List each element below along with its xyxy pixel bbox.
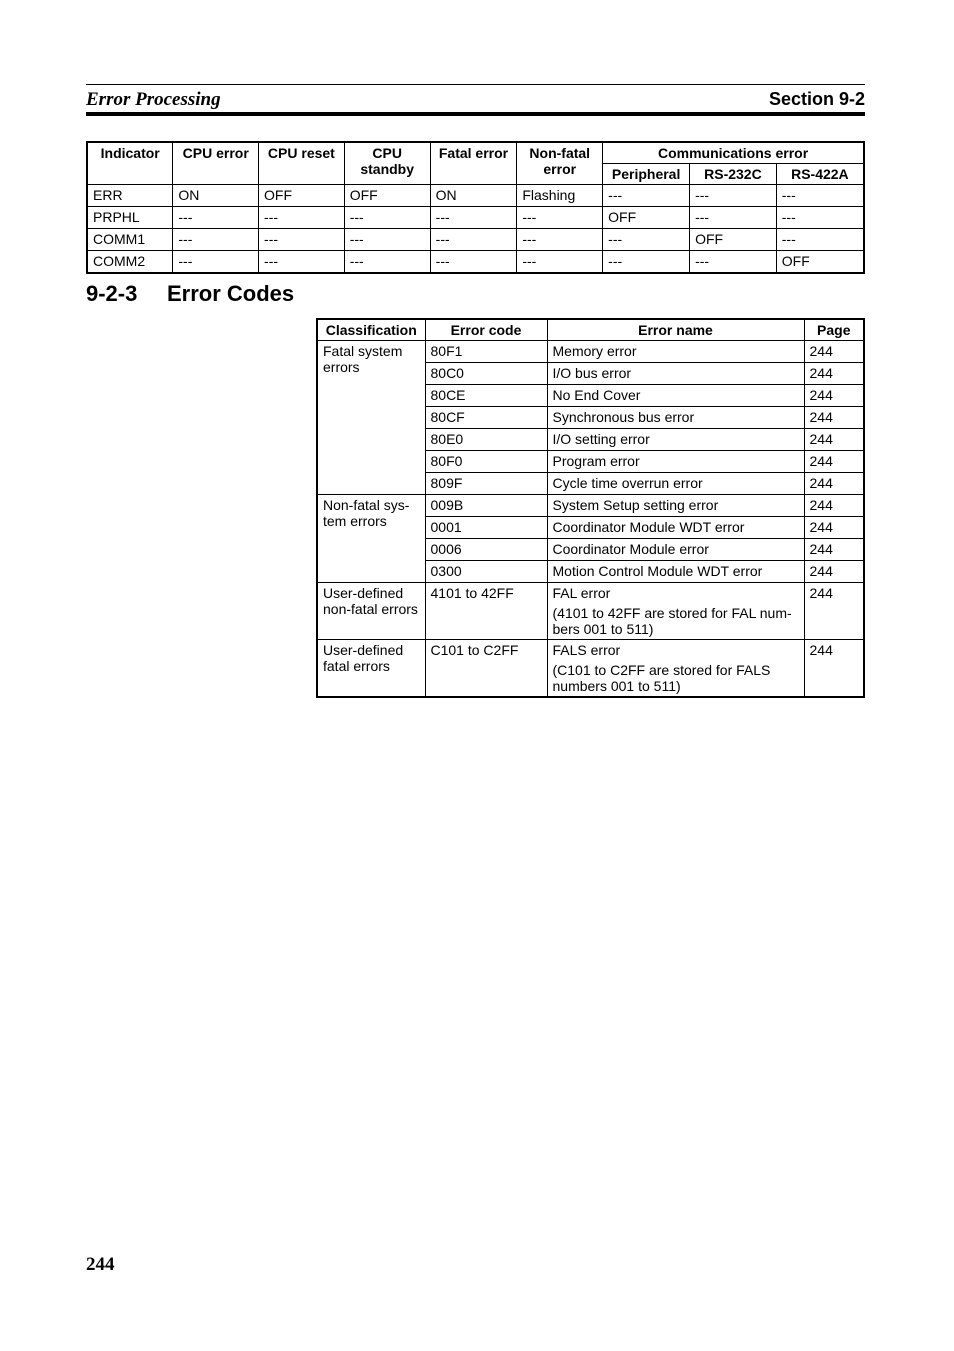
error-name: No End Cover [552,387,641,403]
section-heading [86,281,294,307]
th-communications-error: Communications error [603,142,864,164]
error-name-cell [547,583,804,640]
error-name-cell [547,561,804,583]
table-row [317,583,864,640]
error-code-cell: 80C0 [425,363,547,385]
table-cell: OFF [259,185,345,207]
error-name: Cycle time overrun error [552,475,703,491]
error-name-cell [547,451,804,473]
table-cell: --- [776,207,864,229]
table-row [87,207,864,229]
th-error-code: Error code [425,319,547,341]
running-header-section: Section 9-2 [768,89,865,109]
table-cell: OFF [603,207,690,229]
error-name: Synchronous bus error [552,409,695,425]
table-cell: ERR [87,185,173,207]
table-cell: COMM1 [87,229,173,251]
error-name: I/O bus error [552,365,632,381]
th-cpu-reset: CPU reset [259,142,345,185]
error-name-cell [547,363,804,385]
error-name-cell [547,429,804,451]
table-cell: --- [690,251,777,274]
section-number: 9-2-3 [86,281,138,306]
table-row [87,185,864,207]
error-name-cell [547,539,804,561]
page-cell: 244 [804,583,864,640]
error-name: Coordinator Module WDT error [552,519,745,535]
table-cell: --- [603,251,690,274]
page-cell: 244 [804,341,864,363]
error-name-cell [547,385,804,407]
classification-cell: Non-fatal sys- tem errors [317,495,425,583]
th-fatal-error: Fatal error [430,142,517,185]
error-code-cell: 809F [425,473,547,495]
error-code-cell: 80F1 [425,341,547,363]
page-cell: 244 [804,451,864,473]
th-cpu-error: CPU error [173,142,259,185]
error-code-cell: 0001 [425,517,547,539]
th-page: Page [804,319,864,341]
classification-cell: Fatal system errors [317,341,425,495]
indicator-table-body [87,185,864,274]
table-cell: --- [603,185,690,207]
table-cell: --- [344,207,430,229]
table-cell: --- [517,207,603,229]
table-cell: --- [603,229,690,251]
error-code-cell: 80E0 [425,429,547,451]
th-error-name: Error name [547,319,804,341]
header-thick-rule [86,112,865,116]
page-cell: 244 [804,561,864,583]
table-cell: --- [430,251,517,274]
error-name: FAL error [552,585,611,601]
error-code-cell: 0006 [425,539,547,561]
table-cell: --- [776,185,864,207]
table-cell: --- [344,229,430,251]
header-rule [86,84,865,85]
error-name-cell [547,517,804,539]
th-cpu-standby: CPU standby [344,142,430,185]
error-code-cell: 80CE [425,385,547,407]
table-cell: --- [259,251,345,274]
table-cell: --- [776,229,864,251]
error-name: FALS error [552,642,621,658]
page-cell: 244 [804,517,864,539]
th-classification: Classification [317,319,425,341]
error-codes-table [316,318,865,698]
table-row [317,640,864,698]
page-cell: 244 [804,640,864,698]
error-name: Program error [552,453,640,469]
page-number: 244 [86,1254,115,1275]
running-header-title: Error Processing [86,89,221,110]
table-cell: Flashing [517,185,603,207]
error-name-cell [547,473,804,495]
error-codes-table-body [317,341,864,698]
table-row [87,251,864,274]
error-name: I/O setting error [552,431,650,447]
table-row [317,495,864,517]
classification-cell: User-defined fatal errors [317,640,425,698]
table-cell: --- [430,229,517,251]
table-cell: COMM2 [87,251,173,274]
table-cell: --- [690,185,777,207]
page-cell: 244 [804,495,864,517]
indicator-table [86,141,865,274]
th-rs422a: RS-422A [776,164,864,185]
error-name: System Setup setting error [552,497,719,513]
table-cell: --- [173,229,259,251]
table-cell: --- [517,229,603,251]
error-name-cell [547,407,804,429]
error-name: Coordinator Module error [552,541,709,557]
th-rs232c: RS-232C [690,164,777,185]
page-cell: 244 [804,363,864,385]
error-name: Memory error [552,343,637,359]
table-row [317,341,864,363]
table-cell: --- [430,207,517,229]
error-name-cell [547,495,804,517]
page-cell: 244 [804,539,864,561]
table-cell: --- [517,251,603,274]
table-cell: OFF [344,185,430,207]
th-non-fatal-error: Non-fatal error [517,142,603,185]
table-cell: --- [173,251,259,274]
table-cell: --- [690,207,777,229]
table-cell: --- [259,229,345,251]
th-indicator: Indicator [87,142,173,185]
table-cell: OFF [690,229,777,251]
page-cell: 244 [804,385,864,407]
table-cell: --- [344,251,430,274]
table-cell: ON [430,185,517,207]
section-title: Error Codes [167,281,295,306]
error-note: (4101 to 42FF are stored for FAL num- bers 001 to 511) [552,605,792,637]
error-code-cell: 80CF [425,407,547,429]
page-cell: 244 [804,407,864,429]
page-cell: 244 [804,429,864,451]
error-code-cell: 009B [425,495,547,517]
table-cell: --- [173,207,259,229]
error-code-cell: 4101 to 42FF [425,583,547,640]
table-row [87,229,864,251]
table-cell: PRPHL [87,207,173,229]
table-cell: --- [259,207,345,229]
error-name-cell [547,341,804,363]
page-cell: 244 [804,473,864,495]
classification-cell: User-defined non-fatal errors [317,583,425,640]
th-peripheral: Peripheral [603,164,690,185]
error-code-cell: 0300 [425,561,547,583]
error-code-cell: 80F0 [425,451,547,473]
table-cell: OFF [776,251,864,274]
error-note: (C101 to C2FF are stored for FALS numbers 001 to 511) [552,662,771,694]
error-name: Motion Control Module WDT error [552,563,763,579]
table-cell: ON [173,185,259,207]
error-code-cell: C101 to C2FF [425,640,547,698]
error-name-cell [547,640,804,698]
